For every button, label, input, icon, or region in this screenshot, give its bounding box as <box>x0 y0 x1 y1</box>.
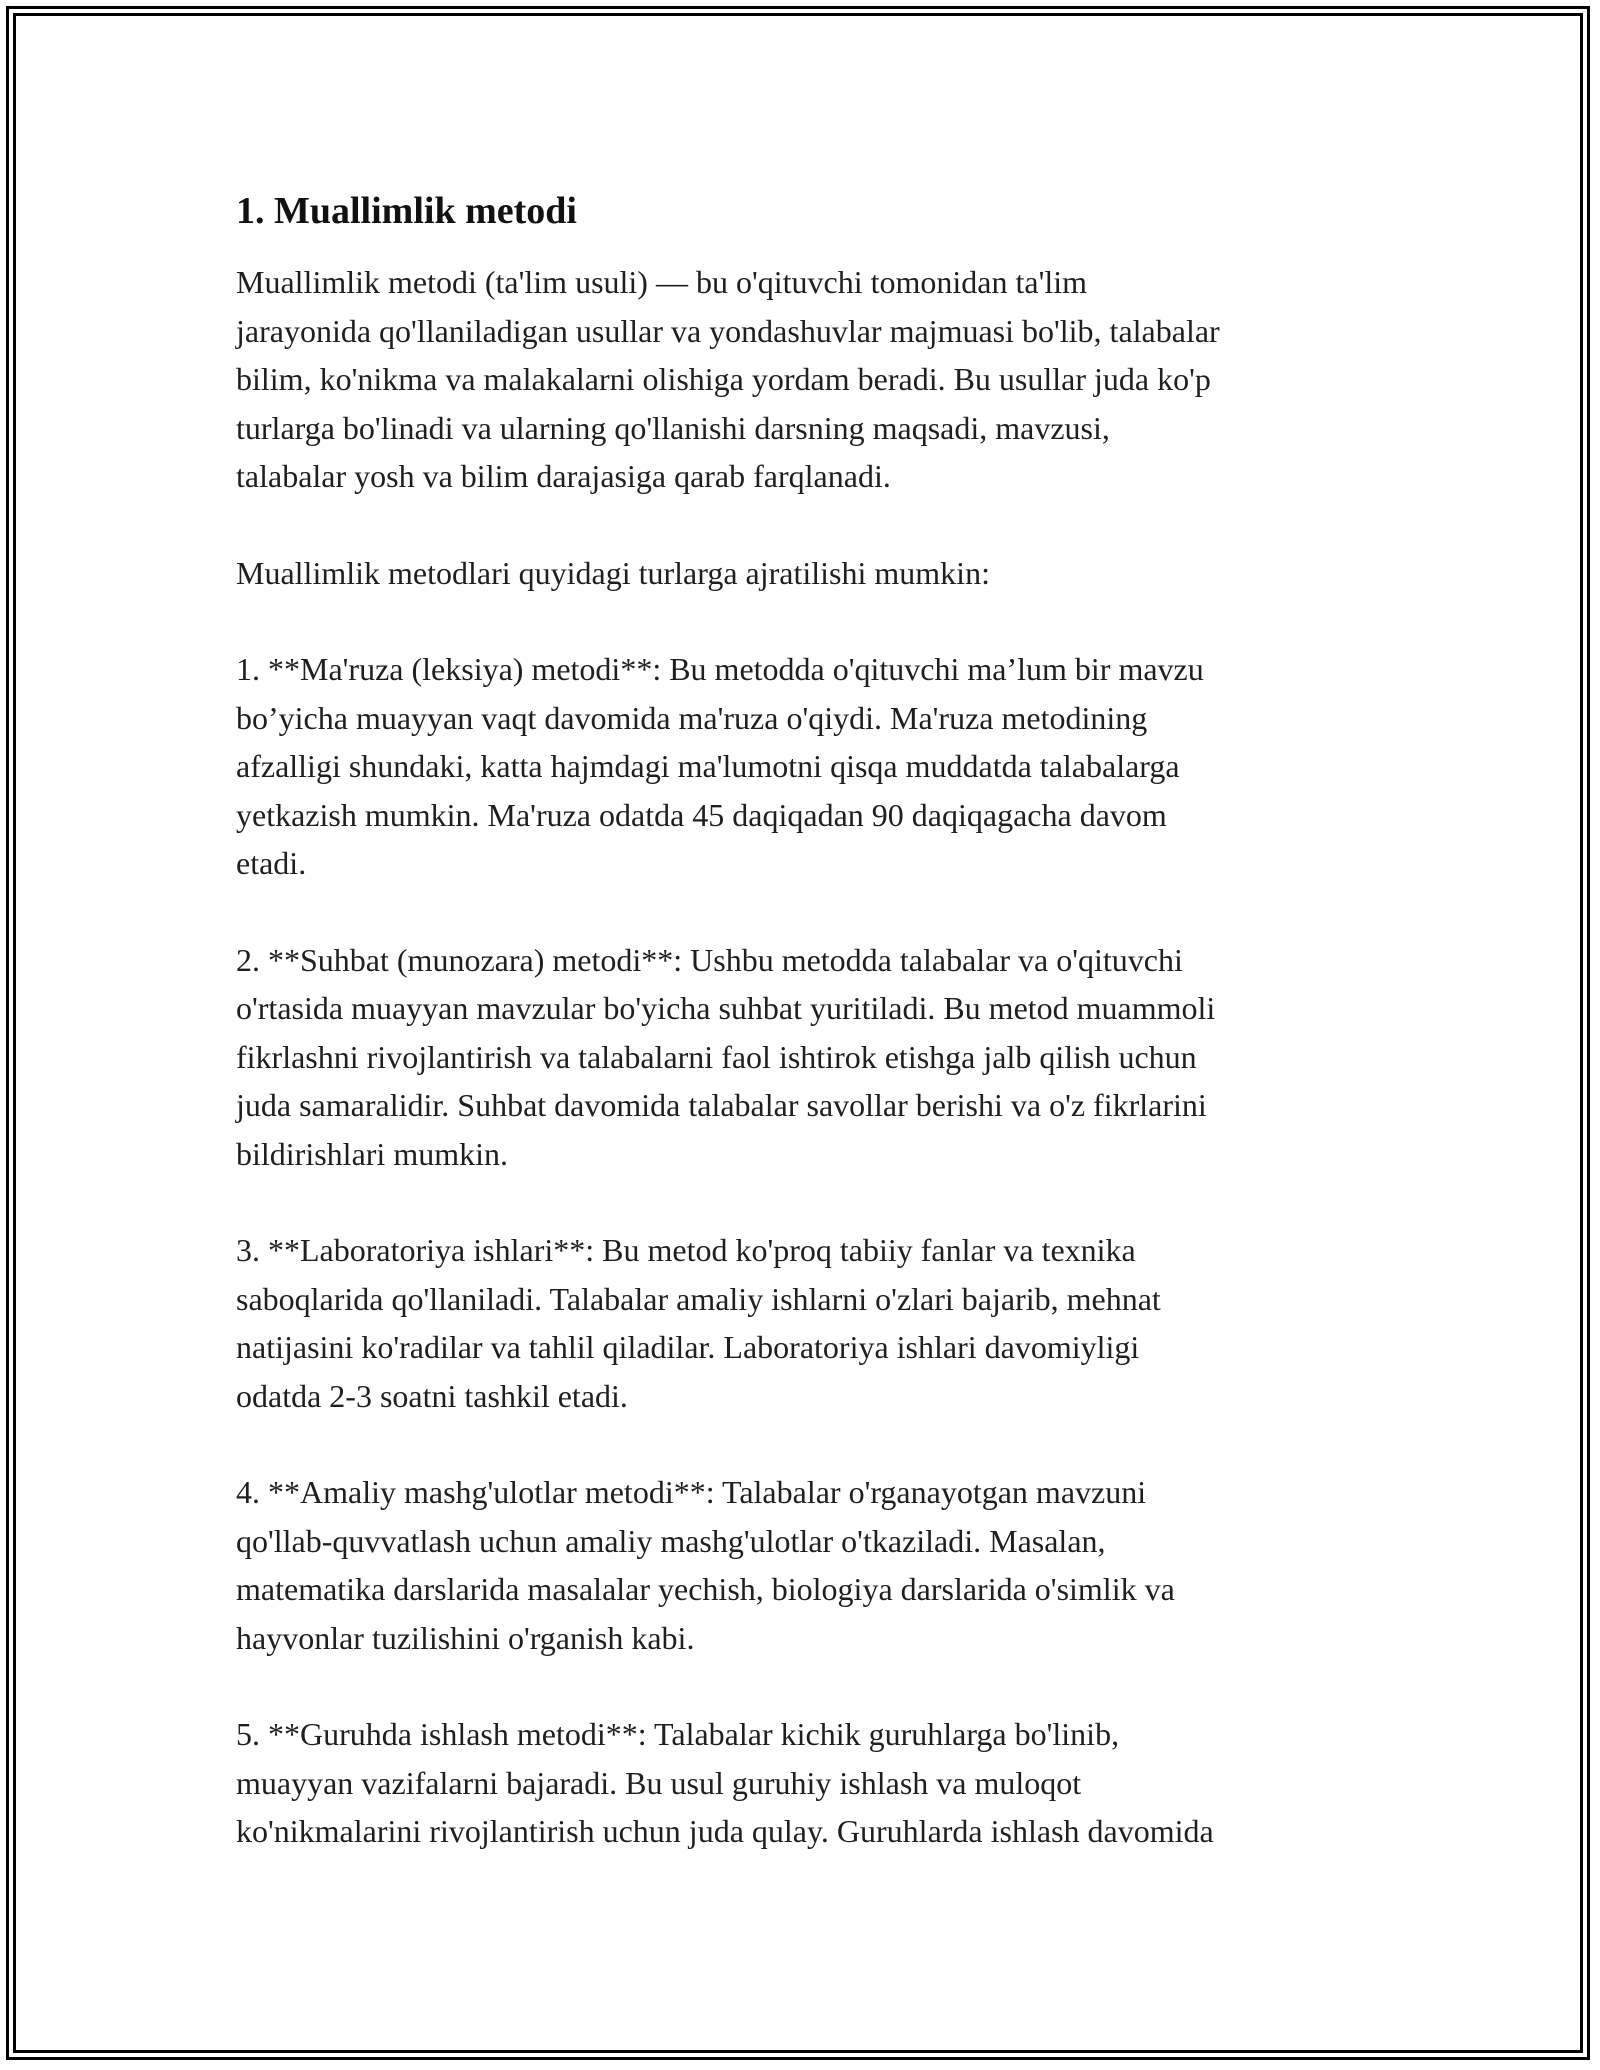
method-groupwork-paragraph: 5. **Guruhda ishlash metodi**: Talabalar kichik guruhlarga bo'linib, muayyan vazifalarni bajaradi. Bu usul guruhiy ishlash va muloqot ko'nikmalarini rivojlantirish uchun juda qulay. Guruhlarda ishlash davomida <box>236 1716 1214 1849</box>
document-title: 1. Muallimlik metodi <box>236 190 577 232</box>
method-lecture-paragraph: 1. **Ma'ruza (leksiya) metodi**: Bu metodda o'qituvchi ma’lum bir mavzu bo’yicha muayyan vaqt davomida ma'ruza o'qiydi. Ma'ruza metodining afzalligi shundaki, katta hajmdagi ma'lumotni qisqa muddatda talabalarga yetkazish mumkin. Ma'ruza odatda 45 daqiqadan 90 daqiqagacha davom etadi. <box>236 651 1204 881</box>
method-laboratory-paragraph: 3. **Laboratoriya ishlari**: Bu metod ko'proq tabiiy fanlar va texnika saboqlarida qo'llaniladi. Talabalar amaliy ishlarni o'zlari bajarib, mehnat natijasini ko'radilar va tahlil qiladilar. Laboratoriya ishlari davomiyligi odatda 2-3 soatni tashkil etadi. <box>236 1232 1161 1414</box>
intro-paragraph: Muallimlik metodi (ta'lim usuli) — bu o'qituvchi tomonidan ta'lim jarayonida qo'llaniladigan usullar va yondashuvlar majmuasi bo'lib, talabalar bilim, ko'nikma va malakalarni olishiga yordam beradi. Bu usullar juda ko'p turlarga bo'linadi va ularning qo'llanishi darsning maqsadi, mavzusi, talabalar yosh va bilim darajasiga qarab farqlanadi. <box>236 264 1220 494</box>
types-intro-paragraph: Muallimlik metodlari quyidagi turlarga ajratilishi mumkin: <box>236 554 990 591</box>
method-practical-paragraph: 4. **Amaliy mashg'ulotlar metodi**: Talabalar o'rganayotgan mavzuni qo'llab-quvvatlash uchun amaliy mashg'ulotlar o'tkaziladi. Masalan, matematika darslarida masalalar yechish, biologiya darslarida o'simlik va hayvonlar tuzilishini o'rganish kabi. <box>236 1474 1175 1656</box>
document-body <box>236 186 1366 1904</box>
method-discussion-paragraph: 2. **Suhbat (munozara) metodi**: Ushbu metodda talabalar va o'qituvchi o'rtasida muayyan mavzular bo'yicha suhbat yuritiladi. Bu metod muammoli fikrlashni rivojlantirish va talabalarni faol ishtirok etishga jalb qilish uchun juda samaralidir. Suhbat davomida talabalar savollar berishi va o'z fikrlarini bildirishlari mumkin. <box>236 941 1216 1172</box>
